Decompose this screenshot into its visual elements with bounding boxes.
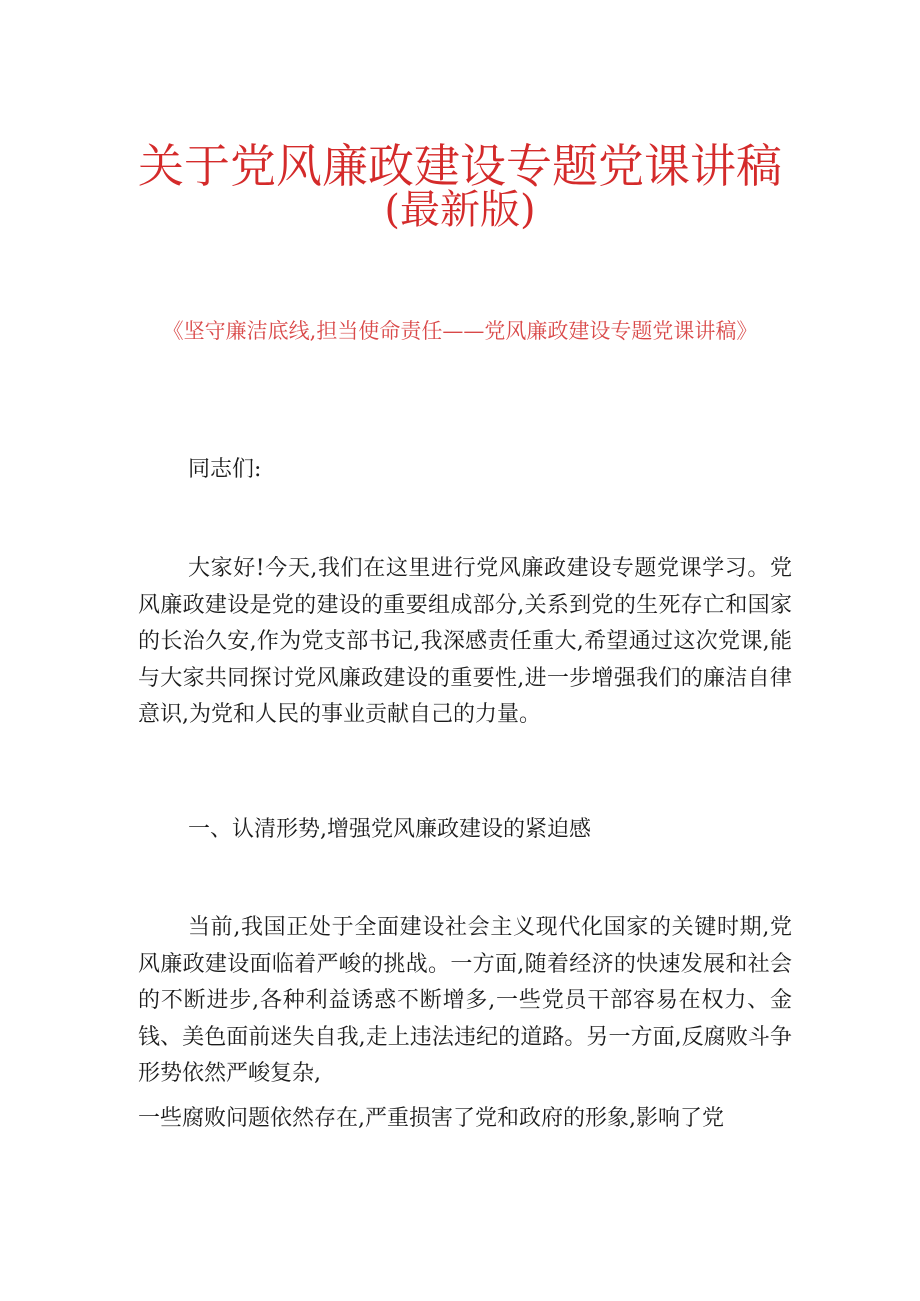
section-heading-1: 一、认清形势,增强党风廉政建设的紧迫感 <box>188 817 591 842</box>
paragraph-situation-continued: 一些腐败问题依然存在,严重损害了党和政府的形象,影响了党 <box>138 1106 724 1131</box>
document-title: 关于党风廉政建设专题党课讲稿 <box>138 139 782 193</box>
document-subtitle: 《坚守廉洁底线,担当使命责任——党风廉政建设专题党课讲稿》 <box>162 319 758 343</box>
document-title-edition: (最新版) <box>384 187 536 233</box>
paragraph-situation: 当前,我国正处于全面建设社会主义现代化国家的关键时期,党风廉政建设面临着严峻的挑战。一方面,随着经济的快速发展和社会的不断进步,各种利益诱惑不断增多,一些党员干部容易在权力、金钱、美色面前迷失自我,走上违法违纪的道路。另一方面,反腐败斗争形势依然严峻复杂, <box>138 915 792 1086</box>
paragraph-intro: 大家好!今天,我们在这里进行党风廉政建设专题党课学习。党风廉政建设是党的建设的重要组成部分,关系到党的生死存亡和国家的长治久安,作为党支部书记,我深感责任重大,希望通过这次党课,能与大家共同探讨党风廉政建设的重要性,进一步增强我们的廉洁自律意识,为党和人民的事业贡献自己的力量。 <box>138 556 792 727</box>
greeting: 同志们: <box>188 457 262 482</box>
